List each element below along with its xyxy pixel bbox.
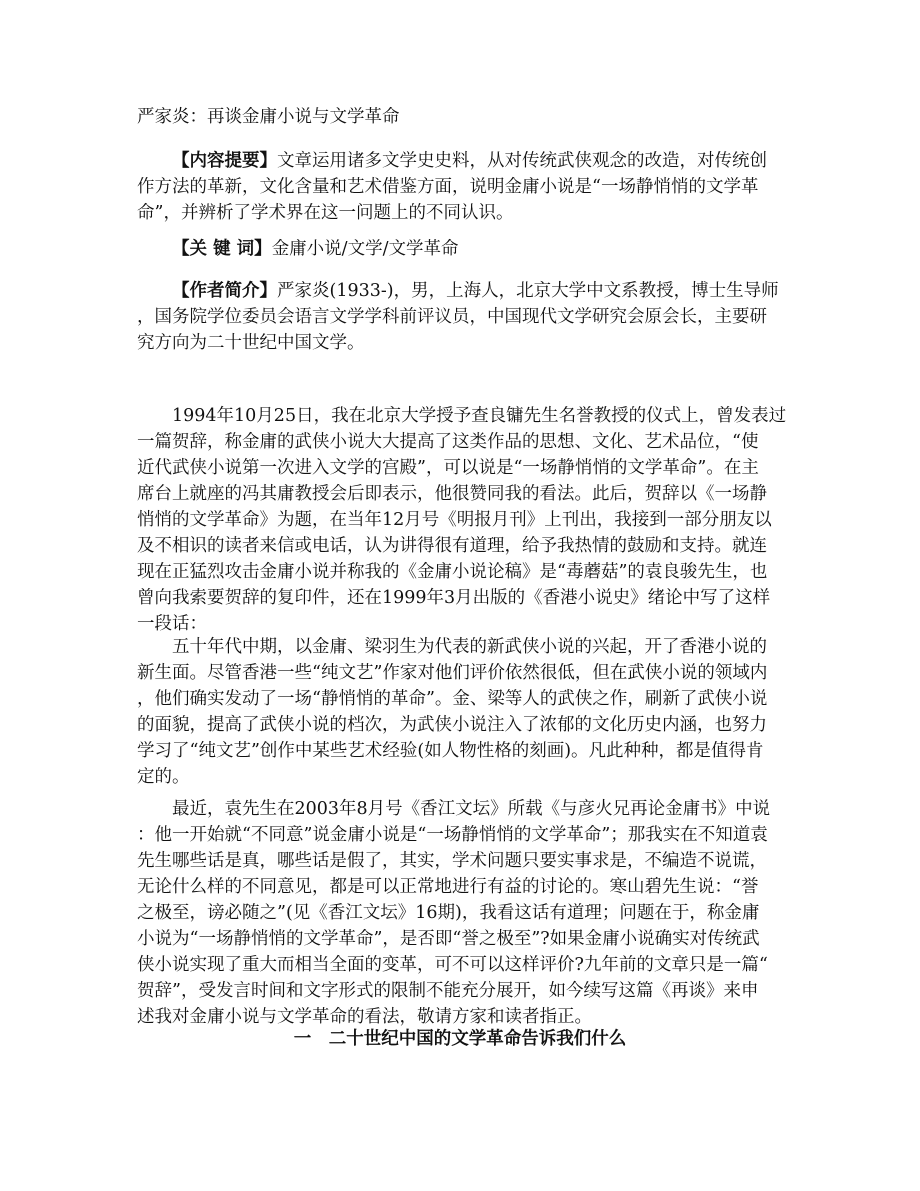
paragraph-line: 一段话： <box>137 614 207 634</box>
paragraph-1 <box>137 403 787 637</box>
paragraph-line: 小说为“一场静悄悄的文学革命”，是否即“誉之极至”?如果金庸小说确实对传统武 <box>137 929 760 949</box>
quote-line: ，他们确实发动了一场“静悄悄的革命”。金、梁等人的武侠之作，刷新了武侠小说 <box>137 689 768 709</box>
paragraph-line: 贺辞”，受发言时间和文字形式的限制不能充分展开，如今续写这篇《再谈》来申 <box>137 981 759 1001</box>
paragraph-line: 席台上就座的冯其庸教授会后即表示，他很赞同我的看法。此后，贺辞以《一场静 <box>137 484 767 504</box>
quote-line: 的面貌，提高了武侠小说的档次，为武侠小说注入了浓郁的文化历史内涵，也努力 <box>137 715 767 735</box>
paragraph-line: 近代武侠小说第一次进入文学的宫殿”，可以说是“一场静悄悄的文学革命”。在主 <box>137 458 759 478</box>
keywords-value: 金庸小说/文学/文学革命 <box>271 239 459 259</box>
paragraph-line: 现在正猛烈攻击金庸小说并称我的《金庸小说论稿》是“毒蘑菇”的袁良骏先生，也 <box>137 562 768 582</box>
author-section <box>137 278 783 356</box>
paragraph-2 <box>137 796 783 1030</box>
paragraph-line: 侠小说实现了重大而相当全面的变革，可不可以这样评价?九年前的文章只是一篇“ <box>137 955 768 975</box>
article-title: 严家炎：再谈金庸小说与文学革命 <box>137 107 400 127</box>
paragraph-line: 述我对金庸小说与文学革命的看法，敬请方家和读者指正。 <box>137 1007 592 1027</box>
paragraph-line: 无论什么样的不同意见，都是可以正常地进行有益的讨论的。寒山碧先生说：“誉 <box>137 877 759 897</box>
quote-line: 学习了“纯文艺”创作中某些艺术经验(如人物性格的刻画)。凡此种种，都是值得肯 <box>137 741 764 761</box>
abstract-line: 作方法的革新，文化含量和艺术借鉴方面，说明金庸小说是“一场静悄悄的文学革 <box>137 177 759 197</box>
quote-line: 定的。 <box>137 767 190 787</box>
paragraph-line: 1994年10月25日，我在北京大学授予查良镛先生名誉教授的仪式上，曾发表过 <box>172 406 787 426</box>
quote-line: 新生面。尽管香港一些“纯文艺”作家对他们评价依然很低，但在武侠小说的领域内 <box>137 663 768 683</box>
abstract-line: 文章运用诸多文学史史料，从对传统武侠观念的改造，对传统创 <box>277 151 767 171</box>
paragraph-line: 先生哪些话是真，哪些话是假了，其实，学术问题只要实事求是，不编造不说谎， <box>137 851 767 871</box>
author-line: 严家炎(1933-)，男，上海人，北京大学中文系教授，博士生导师 <box>277 281 779 301</box>
paragraph-line: 之极至，谤必随之”(见《香江文坛》16期)，我看这话有道理；问题在于，称金庸 <box>137 903 760 923</box>
paragraph-line: 一篇贺辞，称金庸的武侠小说大大提高了这类作品的思想、文化、艺术品位，“使 <box>137 432 759 452</box>
quote-block <box>137 634 783 790</box>
quote-line: 五十年代中期，以金庸、梁羽生为代表的新武侠小说的兴起，开了香港小说的 <box>172 637 767 657</box>
abstract-line: 命”，并辨析了学术界在这一问题上的不同认识。 <box>137 203 514 223</box>
keywords-section <box>137 236 783 262</box>
abstract-section <box>137 148 783 226</box>
author-label: 【作者简介】 <box>172 281 277 301</box>
abstract-label: 【内容提要】 <box>172 151 277 171</box>
section-heading: 一 二十世纪中国的文学革命告诉我们什么 <box>293 1029 627 1049</box>
author-line: 究方向为二十世纪中国文学。 <box>137 333 365 353</box>
author-line: ，国务院学位委员会语言文学学科前评议员，中国现代文学研究会原会长，主要研 <box>137 307 767 327</box>
keywords-label: 【关 键 词】 <box>172 239 272 259</box>
paragraph-line: 及不相识的读者来信或电话，认为讲得很有道理，给予我热情的鼓励和支持。就连 <box>137 536 767 556</box>
paragraph-line: ：他一开始就“不同意”说金庸小说是“一场静悄悄的文学革命”；那我实在不知道袁 <box>137 825 768 845</box>
paragraph-line: 曾向我索要贺辞的复印件，还在1999年3月出版的《香港小说史》绪论中写了这样 <box>137 588 771 608</box>
paragraph-line: 最近，袁先生在2003年8月号《香江文坛》所载《与彦火兄再论金庸书》中说 <box>172 799 771 819</box>
paragraph-line: 悄悄的文学革命》为题，在当年12月号《明报月刊》上刊出，我接到一部分朋友以 <box>137 510 772 530</box>
